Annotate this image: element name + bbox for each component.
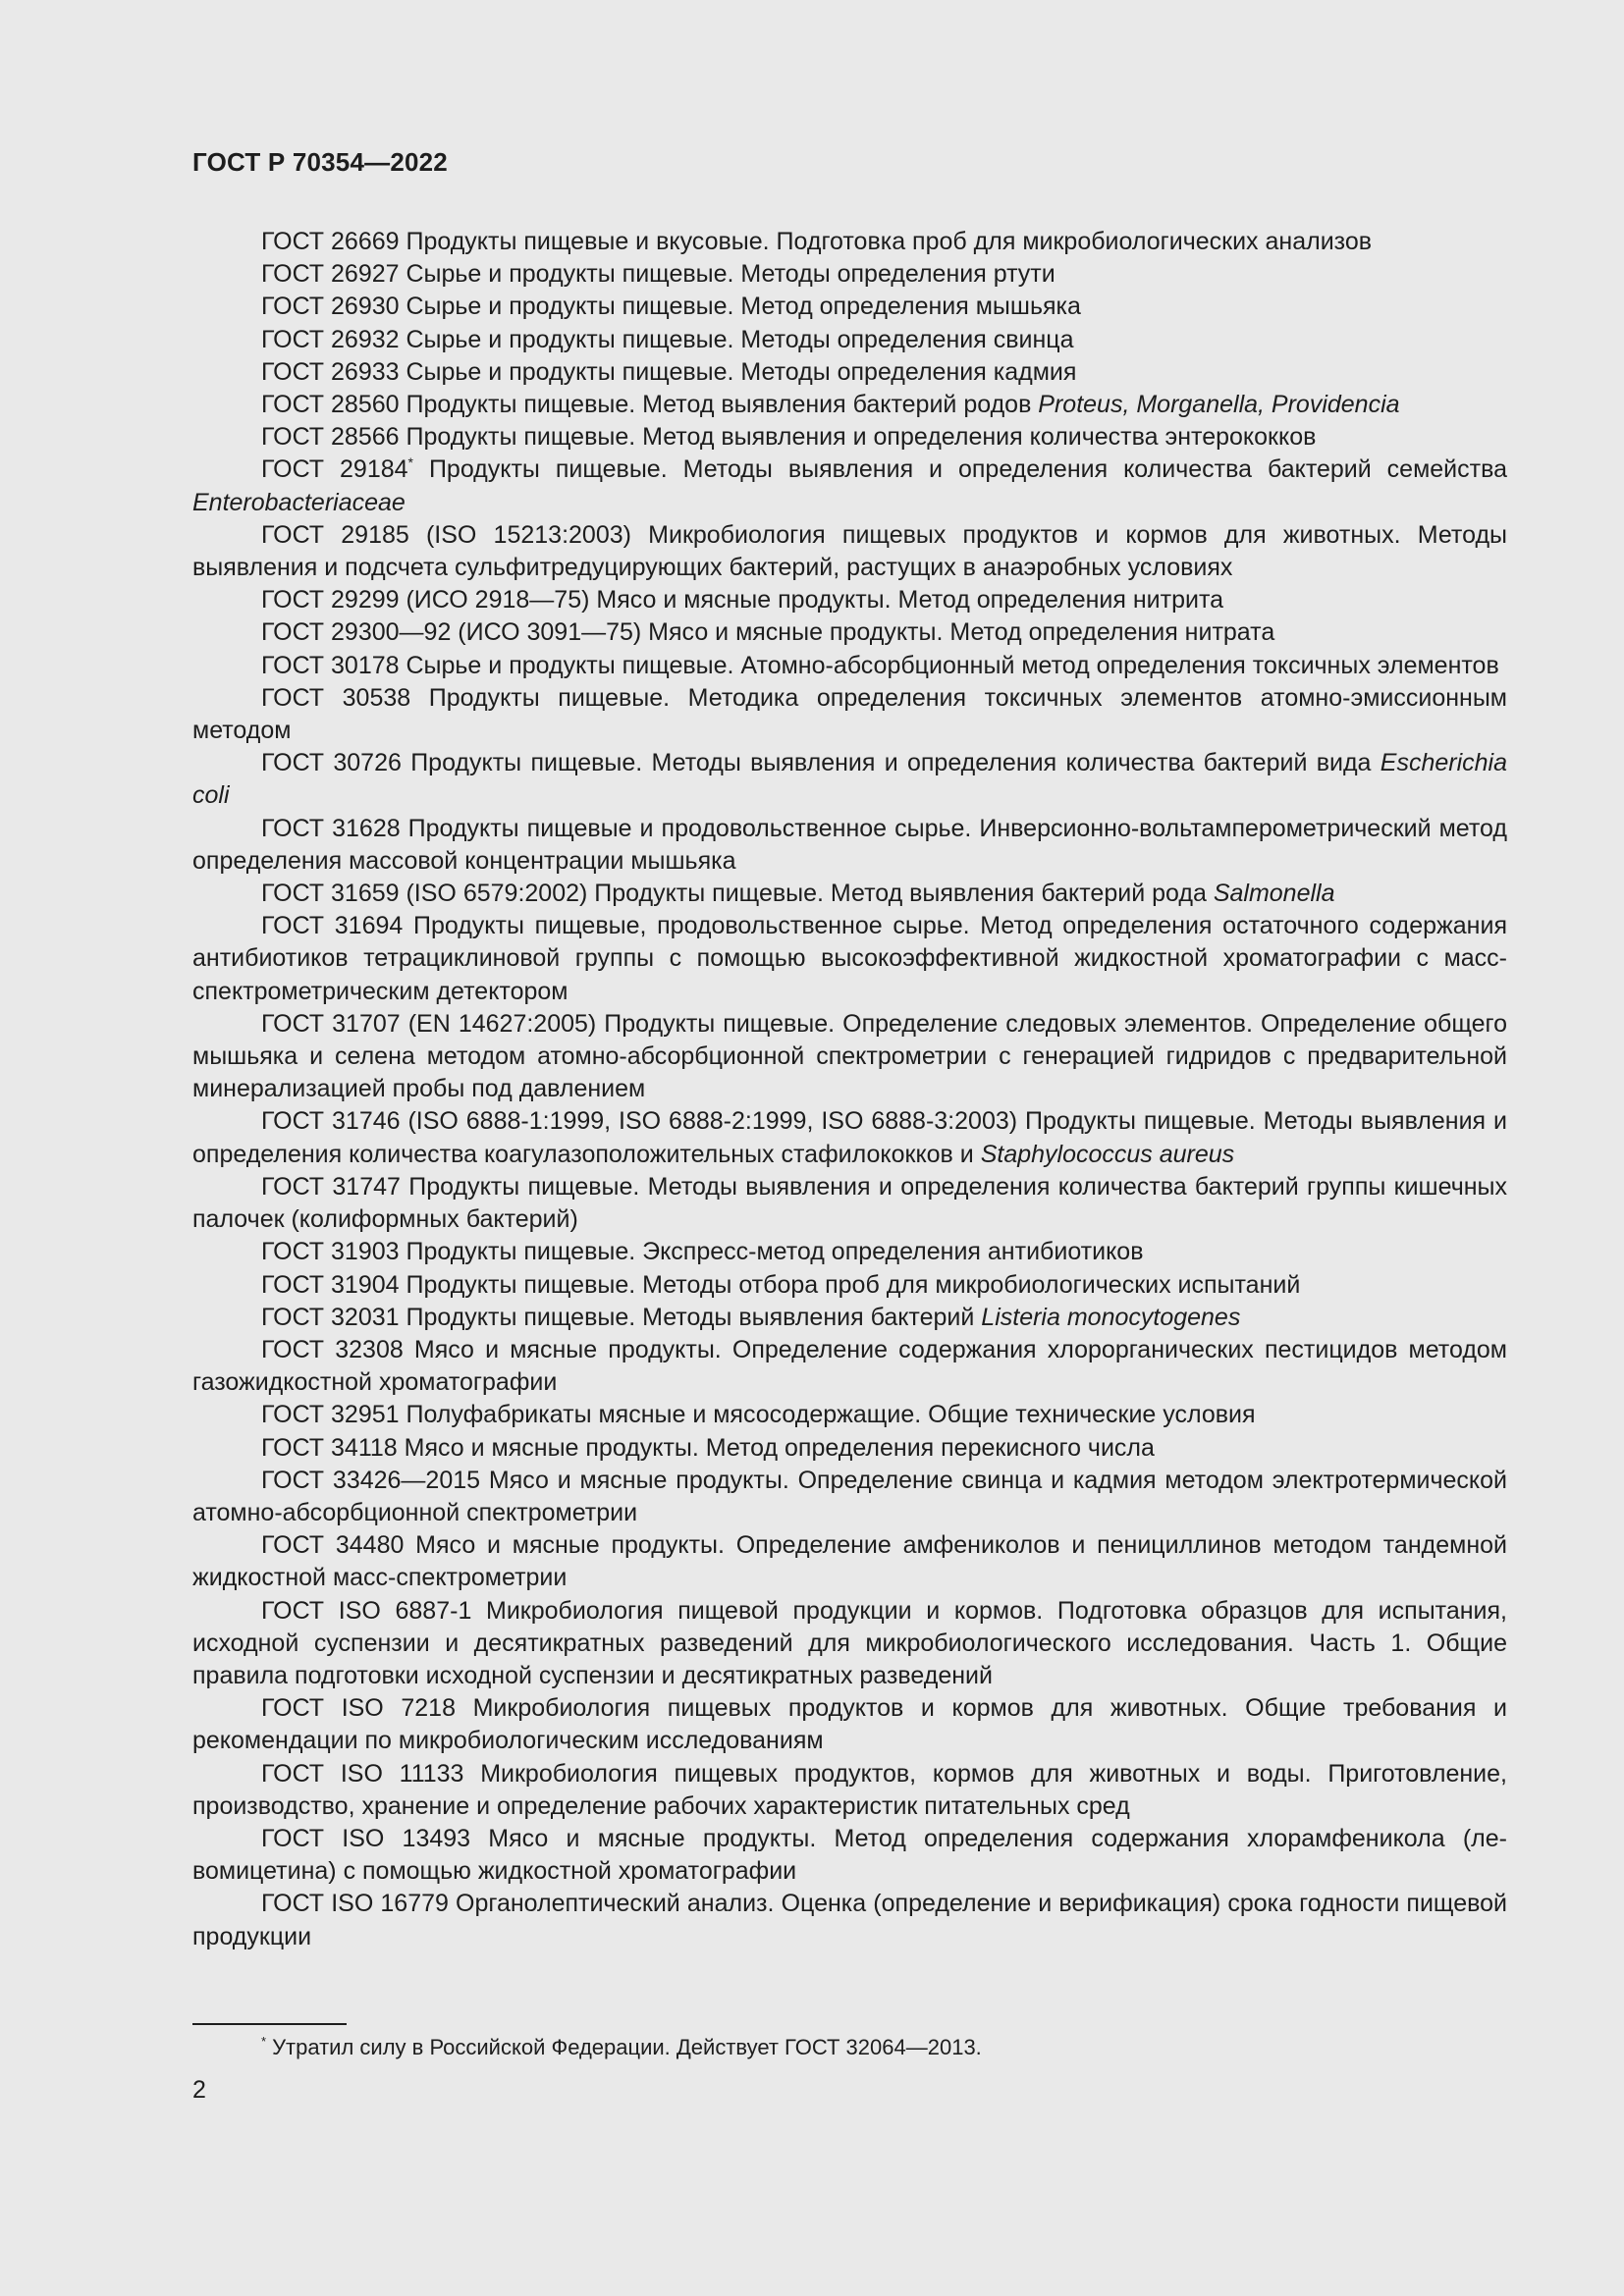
reference-entry <box>192 1236 1507 1268</box>
reference-entry <box>192 682 1507 747</box>
reference-entry <box>192 1692 1507 1757</box>
reference-text: ГОСТ 31903 Продукты пищевые. Экспресс-метод определения антибиотиков <box>261 1238 1144 1266</box>
reference-entry <box>192 1334 1507 1399</box>
reference-entry <box>192 910 1507 1008</box>
reference-text: ГОСТ 30178 Сырье и продукты пищевые. Атомно-абсорбционный метод определения токсичных элементов <box>261 651 1499 679</box>
reference-text: ГОСТ 31747 Продукты пищевые. Методы выявления и определения количества бактерий группы кишечных палочек (колиформных бактерий) <box>192 1172 1507 1234</box>
reference-entry <box>192 1171 1507 1236</box>
reference-entry <box>192 813 1507 878</box>
document-header: ГОСТ Р 70354—2022 <box>192 147 448 177</box>
reference-text: ГОСТ 26933 Сырье и продукты пищевые. Методы определения кадмия <box>261 357 1077 386</box>
reference-text: ГОСТ 33426—2015 Мясо и мясные продукты. Определение свинца и кадмия методом электротермической атомно-абсорбционной спектрометрии <box>192 1466 1507 1526</box>
reference-text: ГОСТ ISO 11133 Микробиология пищевых продуктов, кормов для животных и воды. Приготовление, производство, хранение и определение рабочих характеристик питательных сред <box>192 1759 1507 1820</box>
reference-text: ГОСТ 29300—92 (ИСО 3091—75) Мясо и мясные продукты. Метод определения нитрата <box>261 618 1275 647</box>
reference-text: ГОСТ 31707 (EN 14627:2005) Продукты пищевые. Определение следовых элементов. Определение общего мышьяка и селена методом атомно-абсорбционной спектрометрии с генерацией гидридов с предварительной минерализацией пробы под давлением <box>192 1009 1507 1103</box>
reference-entry <box>192 258 1507 291</box>
reference-entry <box>192 616 1507 649</box>
page-number: 2 <box>192 2076 206 2104</box>
reference-italic-term: Listeria monocytogenes <box>981 1303 1241 1331</box>
reference-text: ГОСТ 30726 Продукты пищевые. Методы выявления и определения количества бактерий вида <box>261 749 1380 777</box>
reference-text: ГОСТ 31694 Продукты пищевые, продовольственное сырье. Метод определения остаточного содержания антибиотиков тетрациклиновой группы с помощью высокоэффективной жидкостной хроматографии с масс-спектрометрическим детектором <box>192 912 1507 1005</box>
reference-entry <box>192 650 1507 682</box>
reference-entry <box>192 1432 1507 1465</box>
reference-entry <box>192 1269 1507 1302</box>
normative-references-list <box>192 226 1507 1953</box>
reference-text: ГОСТ 26930 Сырье и продукты пищевые. Метод определения мышьяка <box>261 293 1081 321</box>
reference-entry <box>192 584 1507 616</box>
reference-entry <box>192 324 1507 356</box>
reference-entry <box>192 226 1507 258</box>
reference-text: ГОСТ 26927 Сырье и продукты пищевые. Методы определения ртути <box>261 260 1056 289</box>
reference-entry <box>192 356 1507 389</box>
footnote-reference-mark: * <box>407 454 413 471</box>
footnote <box>261 2033 982 2062</box>
reference-entry <box>192 1302 1507 1334</box>
reference-italic-term: Salmonella <box>1213 880 1335 908</box>
reference-entry <box>192 747 1507 812</box>
reference-entry <box>192 454 1507 518</box>
reference-text: ГОСТ 32308 Мясо и мясные продукты. Определение содержания хлорорганических пестицидов методом газожидкостной хроматографии <box>192 1335 1507 1397</box>
reference-text: ГОСТ 29184 <box>261 455 408 484</box>
reference-text: ГОСТ 31746 (ISO 6888-1:1999, ISO 6888-2:1999, ISO 6888-3:2003) Продукты пищевые. Методы выявления и определения количества коагулазоположительных стафилококков и <box>192 1107 1507 1168</box>
reference-entry <box>192 421 1507 454</box>
reference-entry <box>192 1399 1507 1431</box>
reference-italic-term: Staphylococcus aureus <box>980 1140 1235 1168</box>
footnote-separator <box>192 2023 347 2025</box>
reference-text: ГОСТ 34480 Мясо и мясные продукты. Определение амфениколов и пенициллинов методом тандемной жидкостной масс-спектрометрии <box>192 1531 1507 1592</box>
reference-italic-term: Escherichia coli <box>192 749 1507 810</box>
reference-text: ГОСТ 28560 Продукты пищевые. Метод выявления бактерий родов <box>261 391 1039 419</box>
reference-entry <box>192 519 1507 584</box>
reference-text: ГОСТ 29185 (ISO 15213:2003) Микробиология пищевых продуктов и кормов для животных. Методы выявления и подсчета сульфитредуцирующих бактерий, растущих в анаэробных условиях <box>192 520 1507 582</box>
reference-text: ГОСТ 29299 (ИСО 2918—75) Мясо и мясные продукты. Метод определения нитрита <box>261 586 1224 614</box>
reference-entry <box>192 1529 1507 1594</box>
reference-entry <box>192 1823 1507 1888</box>
reference-text: ГОСТ 34118 Мясо и мясные продукты. Метод определения перекисного числа <box>261 1433 1155 1462</box>
reference-text: ГОСТ 28566 Продукты пищевые. Метод выявления и определения количества энтерококков <box>261 423 1317 452</box>
reference-entry <box>192 1758 1507 1823</box>
reference-text: ГОСТ 32951 Полуфабрикаты мясные и мясосодержащие. Общие технические условия <box>261 1401 1256 1429</box>
reference-text: ГОСТ ISO 16779 Органолептический анализ. Оценка (определение и верификация) срока годности пищевой продукции <box>192 1890 1507 1950</box>
reference-text: ГОСТ 31904 Продукты пищевые. Методы отбора проб для микробиологических испытаний <box>261 1270 1301 1299</box>
reference-text: ГОСТ 30538 Продукты пищевые. Методика определения токсичных элементов атомно-эмиссионным методом <box>192 683 1507 745</box>
reference-text: ГОСТ 31659 (ISO 6579:2002) Продукты пищевые. Метод выявления бактерий рода <box>261 880 1214 908</box>
reference-text: ГОСТ 31628 Продукты пищевые и продовольственное сырье. Инверсионно-вольтамперометрический метод определения массовой концентрации мышьяка <box>192 814 1507 875</box>
reference-text: ГОСТ ISO 7218 Микробиология пищевых продуктов и кормов для животных. Общие требования и рекомендации по микробиологическим исследованиям <box>192 1694 1507 1755</box>
reference-text: Продукты пищевые. Методы выявления и определения количества бактерий семейства <box>413 455 1507 484</box>
reference-entry <box>192 1888 1507 1952</box>
footnote-mark: * <box>261 2034 267 2049</box>
reference-text: ГОСТ ISO 6887-1 Микробиология пищевой продукции и кормов. Подготовка образцов для испытания, исходной суспензии и десятикратных разведений для микробиологического исследования. Часть 1. Общие правила подготовки исходной суспензии и десятикратных разведений <box>192 1596 1507 1689</box>
reference-text: ГОСТ 26932 Сырье и продукты пищевые. Методы определения свинца <box>261 325 1074 353</box>
reference-entry <box>192 389 1507 421</box>
reference-entry <box>192 1465 1507 1529</box>
footnote-text: Утратил силу в Российской Федерации. Действует ГОСТ 32064—2013. <box>272 2035 982 2059</box>
reference-entry <box>192 1105 1507 1170</box>
reference-italic-term: Enterobacteriaceae <box>192 488 406 516</box>
reference-entry <box>192 1595 1507 1693</box>
reference-entry <box>192 878 1507 910</box>
reference-text: ГОСТ ISO 13493 Мясо и мясные продукты. Метод определения содержания хлорамфеникола (левомицетина) с помощью жидкостной хроматографии <box>192 1824 1507 1886</box>
reference-entry <box>192 291 1507 323</box>
reference-entry <box>192 1008 1507 1106</box>
reference-text: ГОСТ 32031 Продукты пищевые. Методы выявления бактерий <box>261 1303 982 1331</box>
reference-text: ГОСТ 26669 Продукты пищевые и вкусовые. Подготовка проб для микробиологических анализов <box>261 228 1373 255</box>
reference-italic-term: Proteus, Morganella, Providencia <box>1038 391 1400 419</box>
